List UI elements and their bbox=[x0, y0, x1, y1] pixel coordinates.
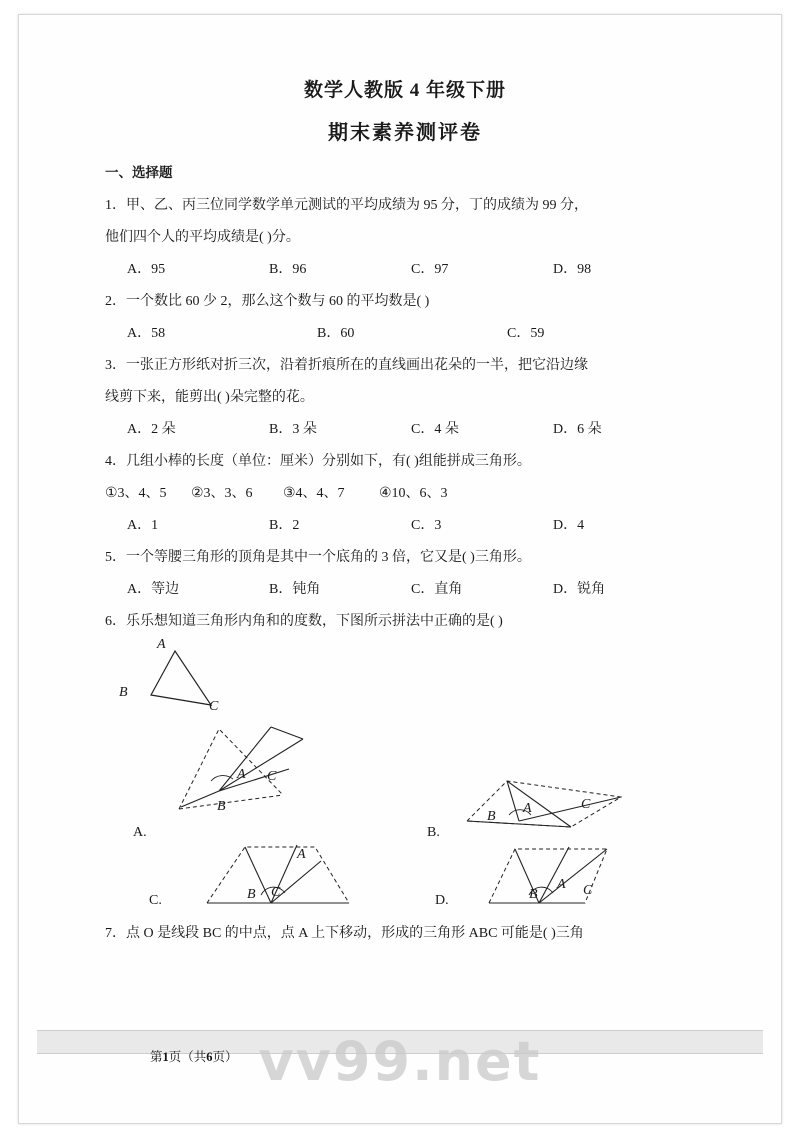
choice-d-label[interactable]: D. bbox=[435, 893, 449, 908]
question-1-option-b[interactable]: B．96 bbox=[269, 262, 307, 277]
choice-c-figure bbox=[197, 839, 377, 919]
page-number-mid: 页（共 bbox=[168, 1050, 207, 1064]
page-number-current: 1 bbox=[162, 1050, 169, 1064]
question-1-line1: 1．甲、乙、丙三位同学数学单元测试的平均成绩为 95 分，丁的成绩为 99 分， bbox=[105, 198, 588, 213]
question-4-subitem-2: ②3、3、6 bbox=[191, 486, 253, 501]
choice-a-inner-label-c: C bbox=[267, 769, 277, 784]
watermark: vv99.net bbox=[258, 1030, 542, 1093]
question-2-line1: 2．一个数比 60 少 2，那么这个数与 60 的平均数是( ) bbox=[105, 294, 430, 309]
question-3-option-c[interactable]: C．4 朵 bbox=[411, 422, 459, 437]
question-5-option-a[interactable]: A．等边 bbox=[127, 582, 180, 597]
question-3-option-a[interactable]: A．2 朵 bbox=[127, 422, 176, 437]
choice-d-inner-label-b: B bbox=[529, 887, 538, 902]
question-5-options bbox=[105, 575, 705, 605]
question-3-line2: 线剪下来，能剪出( )朵完整的花。 bbox=[105, 390, 314, 405]
question-5-option-b[interactable]: B．钝角 bbox=[269, 582, 321, 597]
choice-c-inner-label-c: C bbox=[271, 885, 281, 900]
choice-c-inner-label-a: A bbox=[297, 847, 306, 862]
page-title-line2: 期末素养测评卷 bbox=[328, 122, 482, 144]
question-5-option-d[interactable]: D．锐角 bbox=[553, 582, 606, 597]
choice-a-inner-label-a: A bbox=[237, 767, 246, 782]
question-4-options bbox=[105, 511, 705, 541]
question-4-option-d[interactable]: D．4 bbox=[553, 518, 585, 533]
reference-triangle-label-b: B bbox=[119, 685, 128, 700]
choice-a-figure bbox=[171, 721, 331, 831]
question-3-option-d[interactable]: D．6 朵 bbox=[553, 422, 602, 437]
question-4-option-c[interactable]: C．3 bbox=[411, 518, 442, 533]
document-content bbox=[105, 75, 705, 951]
question-1-line2: 他们四个人的平均成绩是( )分。 bbox=[105, 230, 300, 245]
choice-d-inner-label-a: A bbox=[557, 877, 566, 892]
question-2-option-b[interactable]: B．60 bbox=[317, 326, 355, 341]
question-4-line1: 4．几组小棒的长度（单位：厘米）分别如下，有( )组能拼成三角形。 bbox=[105, 454, 531, 469]
page-number-prefix: 第 bbox=[150, 1050, 163, 1064]
paper-sheet bbox=[18, 14, 782, 1124]
choice-b-inner-label-a: A bbox=[523, 801, 532, 816]
question-1-option-a[interactable]: A．95 bbox=[127, 262, 166, 277]
choice-a-inner-label-b: B bbox=[217, 799, 226, 814]
page-title-line1: 数学人教版 4 年级下册 bbox=[303, 80, 506, 101]
question-2-options bbox=[105, 319, 705, 349]
question-6-figure-area bbox=[105, 637, 705, 919]
choice-a-label[interactable]: A. bbox=[133, 825, 147, 840]
question-5-option-c[interactable]: C．直角 bbox=[411, 582, 463, 597]
choice-d-figure bbox=[473, 841, 633, 917]
question-1-option-c[interactable]: C．97 bbox=[411, 262, 449, 277]
section-heading-choice: 一、选择题 bbox=[105, 165, 173, 180]
page-number-total: 6 bbox=[206, 1050, 213, 1064]
question-1-options bbox=[105, 255, 705, 285]
reference-triangle-label-c: C bbox=[209, 699, 219, 714]
question-1-option-d[interactable]: D．98 bbox=[553, 262, 592, 277]
question-4-subitem-3: ③4、4、7 bbox=[283, 486, 345, 501]
question-4-subitem-4: ④10、6、3 bbox=[379, 486, 448, 501]
question-3-option-b[interactable]: B．3 朵 bbox=[269, 422, 317, 437]
choice-b-inner-label-b: B bbox=[487, 809, 496, 824]
reference-triangle-figure bbox=[133, 643, 253, 723]
question-4-subitems bbox=[105, 479, 705, 509]
question-5-line1: 5．一个等腰三角形的顶角是其中一个底角的 3 倍，它又是( )三角形。 bbox=[105, 550, 531, 565]
choice-b-inner-label-c: C bbox=[581, 797, 591, 812]
question-3-line1: 3．一张正方形纸对折三次，沿着折痕所在的直线画出花朵的一半，把它沿边缘 bbox=[105, 358, 588, 373]
page-number-suffix: 页） bbox=[212, 1050, 238, 1064]
question-4-subitem-1: ①3、4、5 bbox=[105, 486, 167, 501]
question-4-option-b[interactable]: B．2 bbox=[269, 518, 300, 533]
question-6-line1: 6．乐乐想知道三角形内角和的度数，下图所示拼法中正确的是( ) bbox=[105, 614, 503, 629]
choice-d-inner-label-c: C bbox=[583, 883, 593, 898]
question-3-options bbox=[105, 415, 705, 445]
page-number bbox=[150, 1047, 238, 1065]
choice-b-label[interactable]: B. bbox=[427, 825, 440, 840]
question-4-option-a[interactable]: A．1 bbox=[127, 518, 159, 533]
choice-c-inner-label-b: B bbox=[247, 887, 256, 902]
question-2-option-a[interactable]: A．58 bbox=[127, 326, 166, 341]
reference-triangle-label-a: A bbox=[157, 637, 166, 652]
question-7-line1: 7．点 O 是线段 BC 的中点，点 A 上下移动，形成的三角形 ABC 可能是( )三角 bbox=[105, 926, 584, 941]
choice-c-label[interactable]: C. bbox=[149, 893, 162, 908]
choice-b-figure bbox=[453, 771, 633, 841]
question-2-option-c[interactable]: C．59 bbox=[507, 326, 545, 341]
